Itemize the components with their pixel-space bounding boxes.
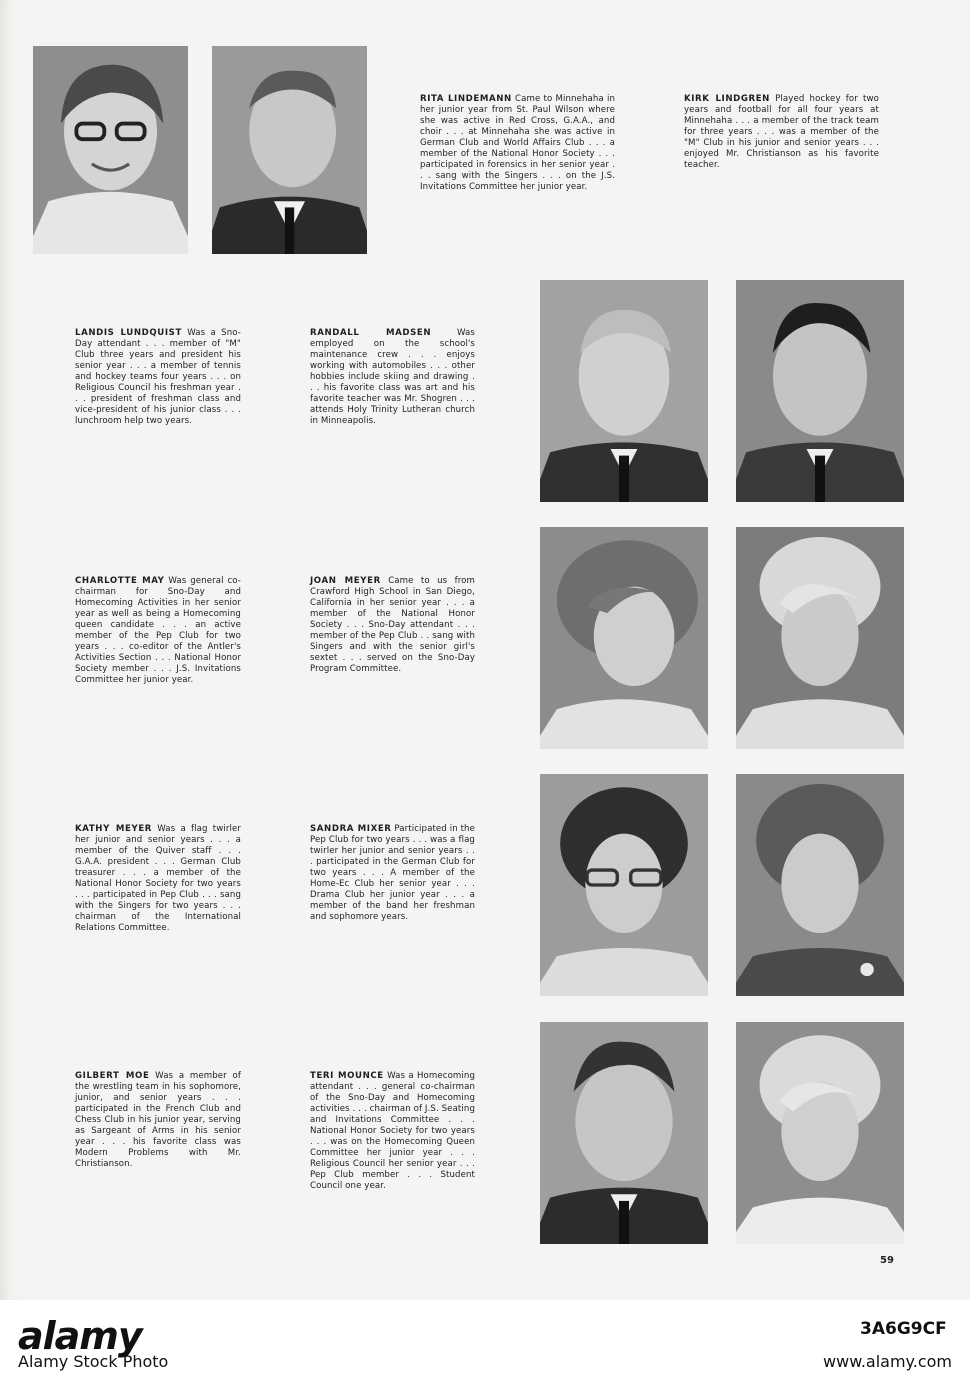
portrait-photo: [736, 527, 904, 749]
image-id: 3A6G9CF: [860, 1319, 947, 1339]
portrait-photo: [212, 46, 367, 254]
bio-teri-mounce: [310, 1071, 475, 1192]
bio-gilbert-moe: [75, 1071, 241, 1170]
portrait-photo: [736, 280, 904, 502]
student-bio-text: Participated in the Pep Club for two years . . . was a flag twirler her junior and senior years . . . participated in the German Club for two years . . . A member of the Home-Ec Club her senior year . . . Drama Club her junior year . . . a member of the band her freshman and sophomore years.: [310, 824, 475, 922]
bio-randall-madsen: [310, 328, 475, 427]
bio-sandra-mixer: [310, 824, 475, 923]
student-name: KIRK LINDGREN: [684, 94, 770, 104]
portrait-photo: [540, 1022, 708, 1244]
student-name: LANDIS LUNDQUIST: [75, 328, 182, 338]
portrait-photo: [33, 46, 188, 254]
stock-photo-credit: Alamy Stock Photo: [18, 1352, 169, 1371]
bio-kathy-meyer: [75, 824, 241, 934]
student-name: SANDRA MIXER: [310, 824, 392, 834]
portrait-photo: [540, 527, 708, 749]
alamy-logo: alamy: [18, 1314, 142, 1358]
page-number: 59: [880, 1255, 894, 1266]
bio-charlotte-may: [75, 576, 241, 686]
student-bio-text: Was a Homecoming attendant . . . general co-chairman of the Sno-Day and Homecoming activities . . . chairman of J.S. Seating and Invitations Committee . . . National Honor Society for two years . . . was on the Homecoming Queen Committee her junior year . . . Religious Council her senior year . . . Pep Club member . . . Student Council one year.: [310, 1071, 475, 1191]
student-name: GILBERT MOE: [75, 1071, 150, 1081]
student-bio-text: Was a Sno-Day attendant . . . member of "M" Club three years and president his senior year . . . a member of tennis and hockey teams four years . . . on Religious Council his freshman year . . . president of freshman class and vice-president of his junior class . . . lunchroom help two years.: [75, 328, 241, 426]
portrait-photo: [540, 280, 708, 502]
student-name: JOAN MEYER: [310, 576, 381, 586]
bio-landis-lundquist: [75, 328, 241, 427]
student-bio-text: Was general co-chairman for Sno-Day and Homecoming Activities in her senior year as well as being a Homecoming queen candidate . . . an active member of the Pep Club for two years . . . co-editor of the Antler's Activities Section . . . National Honor Society member . . . J.S. Invitations Committee her junior year.: [75, 576, 241, 685]
student-name: RITA LINDEMANN: [420, 94, 512, 104]
student-name: CHARLOTTE MAY: [75, 576, 165, 586]
bio-joan-meyer: [310, 576, 475, 675]
bio-kirk-lindgren: [684, 94, 879, 171]
student-name: TERI MOUNCE: [310, 1071, 384, 1081]
student-bio-text: Came to us from Crawford High School in San Diego, California in her senior year . . . a member of the National Honor Society . . . Sno-Day attendant . . . member of the Pep Club . . sang with Singers and with the senior girl's sextet . . . served on the Sno-Day Program Committee.: [310, 576, 475, 674]
student-bio-text: Played hockey for two years and football for all four years at Minnehaha . . . a member of the track team for three years . . . was a member of the "M" Club in his junior and senior years . . . enjoyed Mr. Christianson as his favorite teacher.: [684, 94, 879, 170]
portrait-photo: [736, 1022, 904, 1244]
student-bio-text: Was employed on the school's maintenance crew . . . enjoys working with automobiles . . . other hobbies include skiing and drawing . . . his favorite class was art and his favorite teacher was Mr. Shogren . . . attends Holy Trinity Lutheran church in Minneapolis.: [310, 328, 475, 426]
student-bio-text: Was a flag twirler her junior and senior years . . . a member of the Quiver staff . . . G.A.A. president . . . German Club treasurer . . . a member of the National Honor Society for two years . . . participated in Pep Club . . . sang with the Singers for two years . . . chairman of the International Relations Committee.: [75, 824, 241, 933]
student-name: KATHY MEYER: [75, 824, 153, 834]
portrait-photo: [540, 774, 708, 996]
watermark-footer: [0, 1300, 970, 1390]
student-bio-text: Was a member of the wrestling team in his sophomore, junior, and senior years . . . participated in the French Club and Chess Club in his junior year, serving as Sargeant of Arms in his senior year . . . his favorite class was Modern Problems with Mr. Christianson.: [75, 1071, 241, 1169]
student-bio-text: Came to Minnehaha in her junior year from St. Paul Wilson where she was active in Red Cross, G.A.A., and choir . . . at Minnehaha she was active in German Club and World Affairs Club . . . a member of the National Honor Society . . . participated in forensics in her senior year . . . sang with the Singers . . . on the J.S. Invitations Committee her junior year.: [420, 94, 615, 192]
website-link[interactable]: www.alamy.com: [823, 1352, 952, 1371]
bio-rita-lindemann: [420, 94, 615, 193]
portrait-photo: [736, 774, 904, 996]
student-name: RANDALL MADSEN: [310, 328, 432, 338]
